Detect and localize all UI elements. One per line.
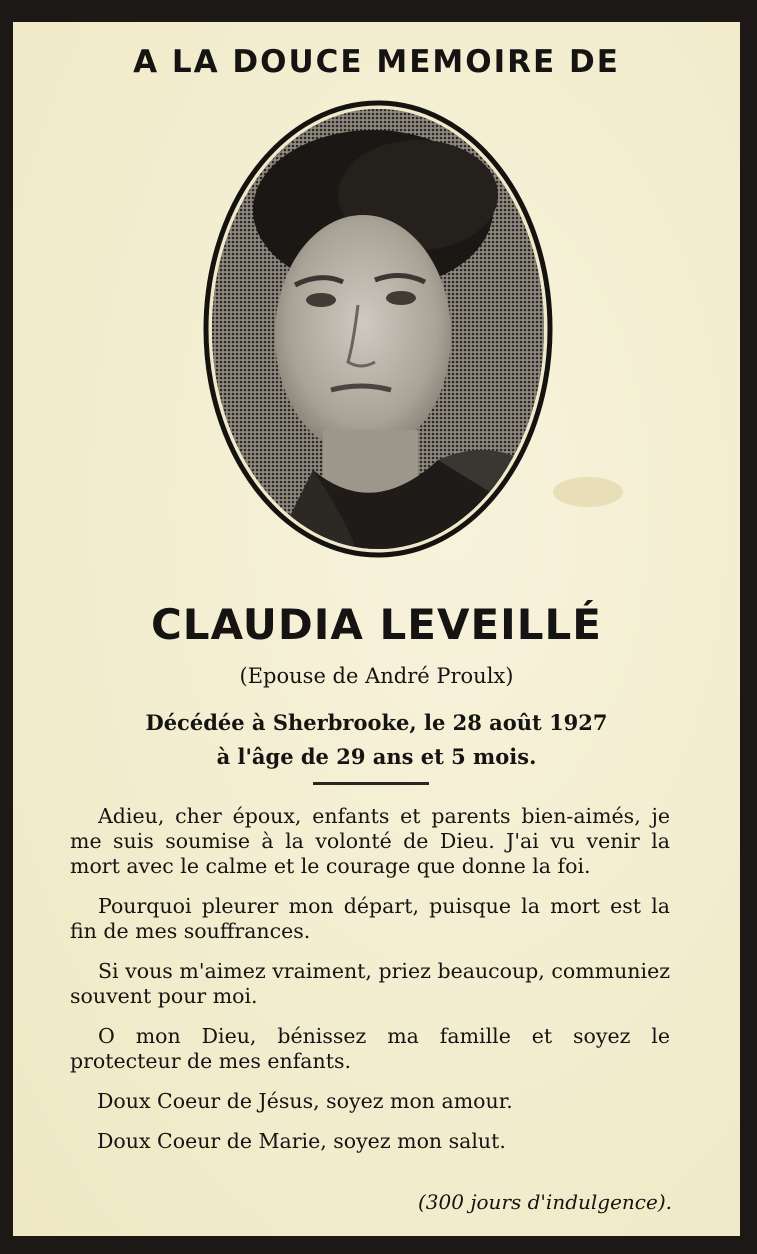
divider-rule [313, 782, 429, 785]
prayer-paragraph: Adieu, cher époux, enfants et parents bien-aimés, je me suis soumise à la volonté de Dieu. J'ai vu venir la mort avec le calme et le courage que donne la foi. [70, 804, 670, 878]
prayer-paragraph: Pourquoi pleurer mon départ, puisque la mort est la fin de mes souffrances. [70, 894, 670, 943]
death-age: à l'âge de 29 ans et 5 mois. [216, 744, 537, 769]
prayer-text [70, 804, 670, 1169]
death-place-date: Décédée à Sherbrooke, le 28 août 1927 [145, 710, 608, 735]
paper-stain [553, 477, 623, 507]
spouse-line: (Epouse de André Proulx) [239, 664, 514, 688]
deceased-name: CLAUDIA LEVEILLÉ [150, 600, 602, 649]
death-details [13, 706, 740, 774]
prayer-paragraph: Si vous m'aimez vraiment, priez beaucoup, communiez souvent pour moi. [70, 959, 670, 1008]
memorial-card [13, 22, 740, 1236]
indulgence-note: (300 jours d'indulgence). [417, 1190, 672, 1214]
prayer-paragraph: O mon Dieu, bénissez ma famille et soyez le protecteur de mes enfants. [70, 1024, 670, 1073]
prayer-paragraph: Doux Coeur de Marie, soyez mon salut. [97, 1129, 506, 1153]
card-header: A LA DOUCE MEMOIRE DE [133, 44, 620, 80]
prayer-paragraph: Doux Coeur de Jésus, soyez mon amour. [97, 1089, 513, 1113]
portrait-photo [203, 100, 553, 558]
